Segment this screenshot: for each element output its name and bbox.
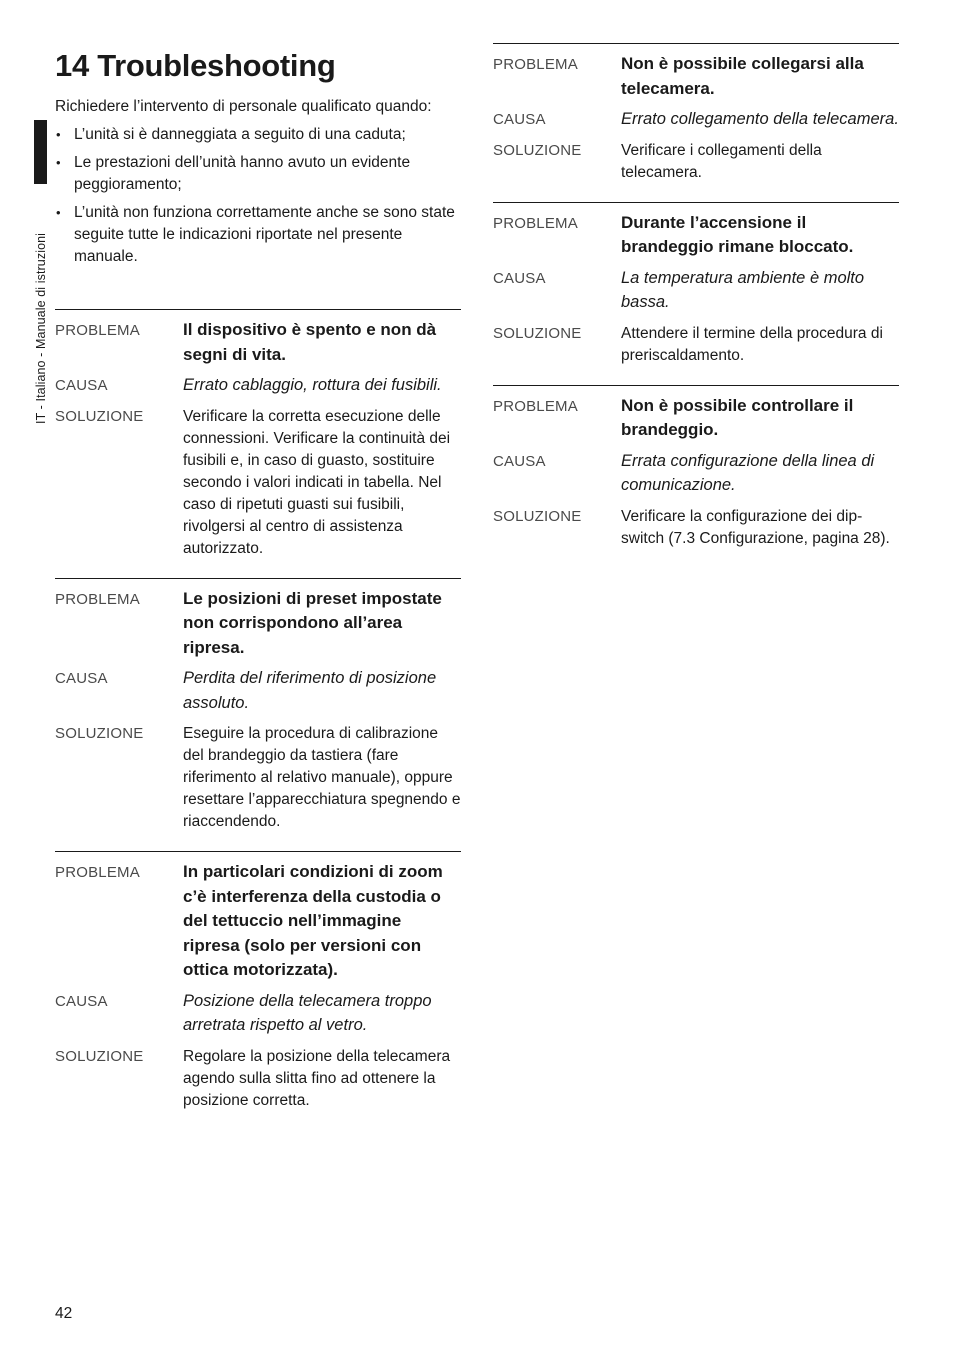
cause-row [55, 666, 461, 715]
intro-bullet: • L’unità si è danneggiata a seguito di una caduta; [55, 124, 463, 146]
intro-bullet: • Le prestazioni dell’unità hanno avuto un evidente peggioramento; [55, 152, 463, 196]
troubleshooting-entry [493, 202, 899, 385]
cause-label: CAUSA [493, 111, 546, 128]
solution-label: SOLUZIONE [493, 324, 582, 342]
solution-row [493, 504, 899, 550]
cause-text: Errato collegamento della telecamera. [621, 110, 899, 128]
intro-text: Richiedere l’intervento di personale qualificato quando: [55, 98, 432, 115]
problem-text: In particolari condizioni di zoom c’è interferenza della custodia o del tettuccio nell’immagine ripresa (solo per versioni con ottica motorizzata). [183, 862, 443, 979]
cause-label: CAUSA [55, 992, 108, 1010]
problem-label: PROBLEMA [493, 397, 578, 415]
solution-text: Verificare la configurazione dei dip-switch (7.3 Configurazione, pagina 28). [621, 507, 890, 547]
solution-row [55, 1044, 461, 1112]
solution-label: SOLUZIONE [493, 507, 582, 525]
cause-row [493, 266, 899, 315]
problem-row [493, 52, 899, 101]
solution-label: SOLUZIONE [55, 407, 144, 425]
solution-row [55, 721, 461, 833]
cause-label: CAUSA [55, 670, 108, 687]
troubleshooting-entry [55, 309, 461, 578]
troubleshooting-entry [493, 385, 899, 568]
problem-row [55, 318, 461, 367]
solution-label: SOLUZIONE [55, 725, 144, 742]
left-troubleshooting-column [55, 309, 461, 1130]
solution-text: Verificare la corretta esecuzione delle connessioni. Verificare la continuità dei fusibili e, in caso di guasto, sostituire secondo i valori indicati in tabella. Nel caso di ripetuti guasti sui fusibili, rivolgersi al centro di assistenza autorizzato. [183, 407, 451, 557]
problem-label: PROBLEMA [55, 590, 140, 608]
solution-row [55, 404, 461, 560]
cause-row [493, 449, 899, 498]
problem-text: Non è possibile controllare il brandeggio. [621, 395, 854, 439]
cause-text: Errato cablaggio, rottura dei fusibili. [183, 376, 442, 394]
solution-label: SOLUZIONE [493, 141, 582, 159]
problem-row [55, 587, 461, 661]
right-troubleshooting-column [493, 43, 899, 568]
section-tab-marker [34, 120, 47, 184]
problem-label: PROBLEMA [55, 322, 140, 339]
cause-text: Perdita del riferimento di posizione assoluto. [183, 669, 437, 712]
page-number: 42 [55, 1305, 73, 1322]
solution-text: Verificare i collegamenti della telecamera. [621, 141, 822, 181]
intro-bullet: • L’unità non funziona correttamente anche se sono state seguite tutte le indicazioni riportate nel presente manuale. [55, 202, 463, 268]
problem-text: Durante l’accensione il brandeggio rimane bloccato. [621, 212, 854, 256]
cause-label: CAUSA [55, 377, 108, 394]
problem-label: PROBLEMA [55, 864, 140, 881]
problem-row [493, 394, 899, 443]
cause-text: La temperatura ambiente è molto bassa. [621, 268, 865, 311]
cause-row [493, 107, 899, 132]
page-title: 14 Troubleshooting [55, 48, 336, 83]
problem-row [55, 860, 461, 983]
problem-row [493, 211, 899, 260]
solution-row [493, 321, 899, 367]
troubleshooting-entry [493, 43, 899, 202]
problem-text: Le posizioni di preset impostate non corrispondono all’area ripresa. [183, 588, 442, 657]
solution-text: Attendere il termine della procedura di preriscaldamento. [621, 324, 883, 364]
problem-label: PROBLEMA [493, 56, 578, 73]
cause-row [55, 373, 461, 398]
problem-text: Il dispositivo è spento e non dà segni di vita. [183, 320, 437, 364]
troubleshooting-entry [55, 851, 461, 1130]
solution-text: Eseguire la procedura di calibrazione del brandeggio da tastiera (fare riferimento al relativo manuale), oppure resettare l’apparecchiatura spegnendo e riaccendendo. [183, 725, 461, 830]
solution-text: Regolare la posizione della telecamera agendo sulla slitta fino ad ottenere la posizione corretta. [183, 1047, 451, 1109]
cause-text: Posizione della telecamera troppo arretrata rispetto al vetro. [183, 991, 432, 1034]
cause-text: Errata configurazione della linea di comunicazione. [621, 451, 875, 494]
cause-row [55, 989, 461, 1038]
cause-label: CAUSA [493, 452, 546, 470]
problem-text: Non è possibile collegarsi alla telecamera. [621, 54, 864, 98]
side-language-label: IT - Italiano - Manuale di istruzioni [34, 232, 48, 424]
problem-label: PROBLEMA [493, 214, 578, 232]
intro-section [55, 96, 463, 274]
solution-label: SOLUZIONE [55, 1047, 144, 1065]
cause-label: CAUSA [493, 269, 546, 287]
troubleshooting-entry [55, 578, 461, 852]
solution-row [493, 138, 899, 184]
intro-bullet-list [55, 124, 463, 268]
